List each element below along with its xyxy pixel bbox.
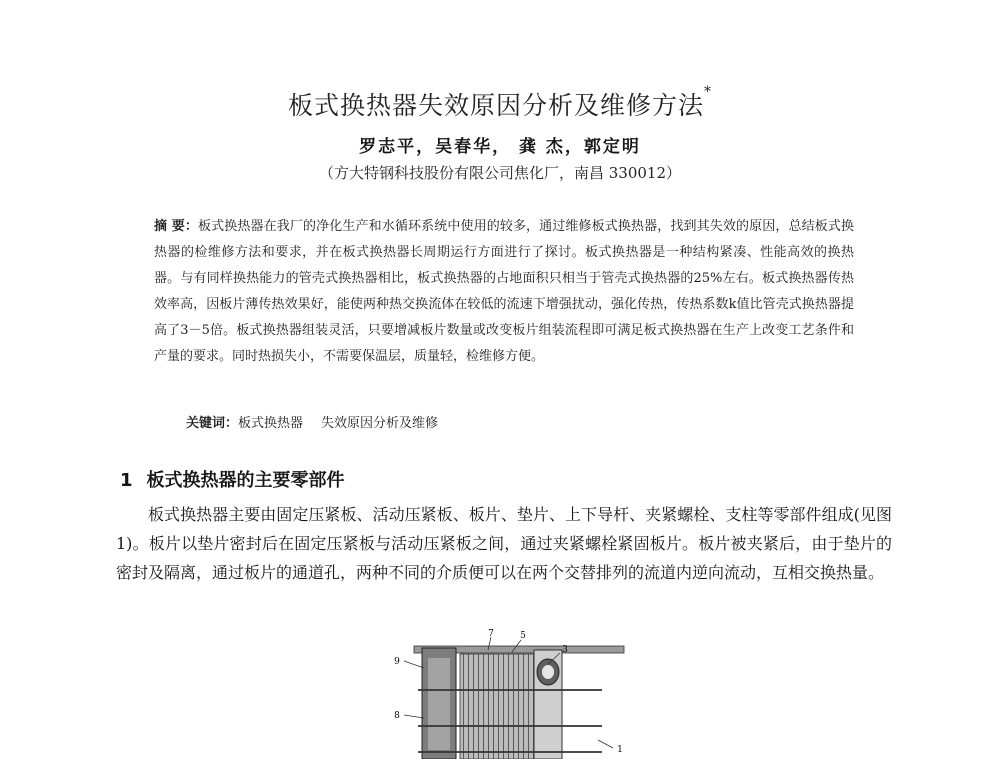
keyword-item: 板式换热器 [238,416,304,431]
section-title: 板式换热器的主要零部件 [146,470,345,491]
title-text: 板式换热器失效原因分析及维修方法 [287,91,704,120]
keywords [186,412,786,431]
section-heading [120,466,345,492]
affiliation: （方大特钢科技股份有限公司焦化厂，南昌 330012） [318,164,682,182]
figure-label: 7 [488,629,494,639]
keyword-item: 失效原因分析及维修 [321,416,439,431]
figure-1 [388,628,628,759]
plate-heat-exchanger-drawing [388,628,628,759]
paper-title [0,86,1000,122]
figure-label: 1 [617,745,623,755]
title-footnote-mark: * [704,84,712,100]
figure-label: 3 [562,645,568,655]
section-number: 1 [120,470,133,491]
body-paragraph: 板式换热器主要由固定压紧板、活动压紧板、板片、垫片、上下导杆、夹紧螺栓、支柱等零部件组成(见图 1)。板片以垫片密封后在固定压紧板与活动压紧板之间，通过夹紧螺栓紧固板片。板片被夹紧后，由于垫片的密封及隔离，通过板片的通道孔，两种不同的介质便可以在两个交替排列的流道内逆向流动，互相交换热量。 [116,505,892,582]
keywords-label: 关键词： [186,416,239,431]
figure-label: 8 [394,711,400,721]
abstract [154,214,854,370]
figure-label: 9 [394,657,400,667]
figure-label: 5 [520,631,526,641]
abstract-text: 板式换热器在我厂的净化生产和水循环系统中使用的较多，通过维修板式换热器，找到其失效的原因，总结板式换热器的检维修方法和要求，并在板式换热器长周期运行方面进行了探讨。板式换热器是一种结构紧凑、性能高效的换热器。与有同样换热能力的管壳式换热器相比，板式换热器的占地面积只相当于管壳式换热器的25%左右。板式换热器传热效率高，因板片薄传热效果好，能使两种热交换流体在较低的流速下增强扰动，强化传热，传热系数k值比管壳式换热器提高了3－5倍。板式换热器组装灵活，只要增减板片数量或改变板片组装流程即可满足板式换热器在生产上改变工艺条件和产量的要求。同时热损失小，不需要保温层，质量轻，检维修方便。 [154,219,854,364]
abstract-label: 摘 要： [154,219,199,234]
author-list: 罗志平，吴春华， 龚 杰，郭定明 [359,137,641,157]
